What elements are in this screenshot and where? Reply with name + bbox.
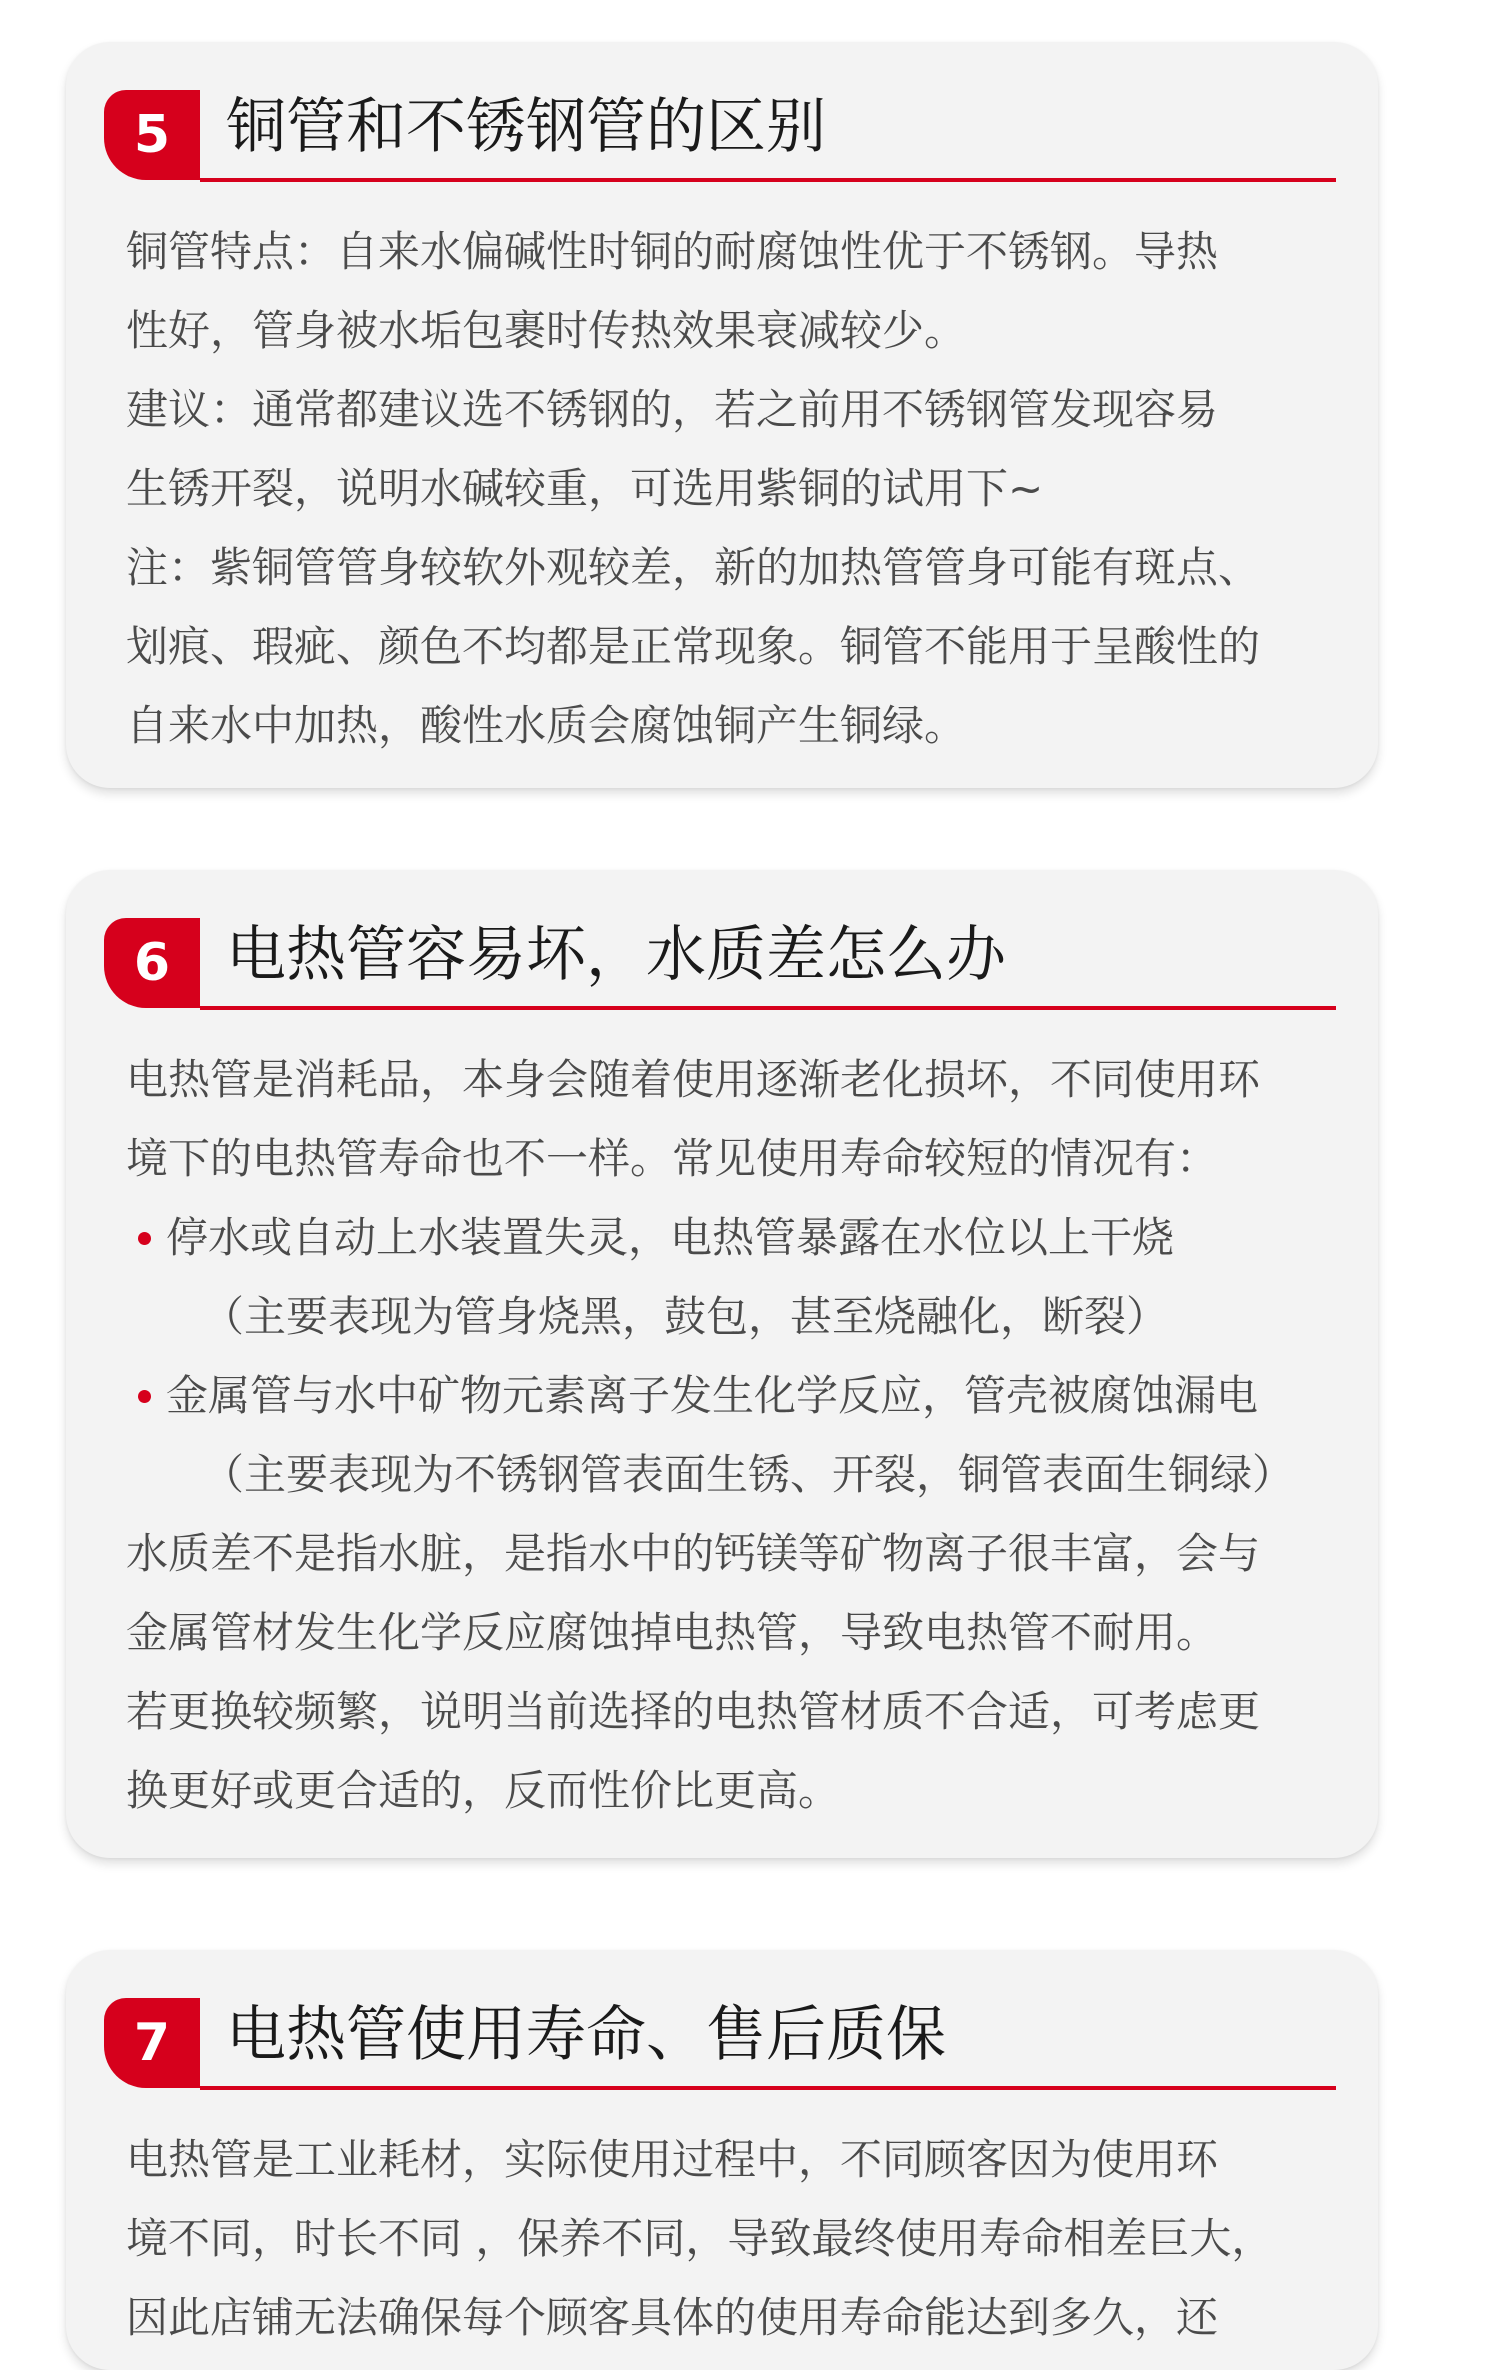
body-line: 性好，管身被水垢包裹时传热效果衰减较少。 (126, 306, 967, 355)
body-line: 注：紫铜管管身较软外观较差，新的加热管管身可能有斑点、 (126, 543, 1261, 592)
body-line: 水质差不是指水脏，是指水中的钙镁等矿物离子很丰富，会与 (126, 1529, 1261, 1578)
body-line: 电热管是消耗品，本身会随着使用逐渐老化损坏，不同使用环 (126, 1055, 1261, 1104)
section-card-lifespan-warranty (66, 1950, 1378, 2370)
bullet-text: 金属管与水中矿物元素离子发生化学反应，管壳被腐蚀漏电 (166, 1371, 1259, 1420)
body-line: 电热管是工业耗材，实际使用过程中，不同顾客因为使用环 (126, 2135, 1219, 2184)
body-line: 自来水中加热，酸性水质会腐蚀铜产生铜绿。 (126, 701, 967, 750)
bullet-note: （主要表现为不锈钢管表面生锈、开裂，铜管表面生铜绿） (202, 1450, 1295, 1499)
section-header (104, 910, 1336, 1010)
body-line: 金属管材发生化学反应腐蚀掉电热管，导致电热管不耐用。 (126, 1608, 1219, 1657)
section-title: 电热管使用寿命、售后质保 (226, 2000, 946, 2070)
section-body (126, 212, 1356, 765)
title-underline (200, 178, 1336, 182)
body-line: 若更换较频繁，说明当前选择的电热管材质不合适，可考虑更 (126, 1687, 1261, 1736)
body-line: 换更好或更合适的，反而性价比更高。 (126, 1766, 841, 1815)
section-card-copper-vs-stainless (66, 42, 1378, 788)
section-body (126, 2120, 1356, 2357)
bullet-note: （主要表现为管身烧黑，鼓包，甚至烧融化，断裂） (202, 1292, 1169, 1341)
title-underline (200, 1006, 1336, 1010)
body-line: 境下的电热管寿命也不一样。常见使用寿命较短的情况有： (126, 1134, 1219, 1183)
section-header (104, 1990, 1336, 2090)
section-title: 铜管和不锈钢管的区别 (226, 92, 826, 162)
section-number-badge: 6 (104, 918, 200, 1008)
body-line: 境不同，时长不同 ，保养不同，导致最终使用寿命相差巨大， (126, 2214, 1274, 2263)
title-underline (200, 2086, 1336, 2090)
bullet-dot-icon (138, 1390, 151, 1403)
section-number-badge: 7 (104, 1998, 200, 2088)
body-line: 因此店铺无法确保每个顾客具体的使用寿命能达到多久，还 (126, 2293, 1219, 2342)
body-line: 铜管特点：自来水偏碱性时铜的耐腐蚀性优于不锈钢。导热 (126, 227, 1219, 276)
bullet-text: 停水或自动上水装置失灵，电热管暴露在水位以上干烧 (166, 1213, 1175, 1262)
section-body (126, 1040, 1356, 1830)
section-card-heater-damage (66, 870, 1378, 1858)
section-number-badge: 5 (104, 90, 200, 180)
body-line: 生锈开裂，说明水碱较重，可选用紫铜的试用下~ (126, 464, 1044, 513)
body-line: 建议：通常都建议选不锈钢的，若之前用不锈钢管发现容易 (126, 385, 1219, 434)
bullet-dot-icon (138, 1232, 151, 1245)
section-header (104, 82, 1336, 182)
bullet-item (126, 1198, 1356, 1277)
section-title: 电热管容易坏，水质差怎么办 (226, 920, 1006, 990)
body-line: 划痕、瑕疵、颜色不均都是正常现象。铜管不能用于呈酸性的 (126, 622, 1261, 671)
bullet-item (126, 1356, 1356, 1435)
